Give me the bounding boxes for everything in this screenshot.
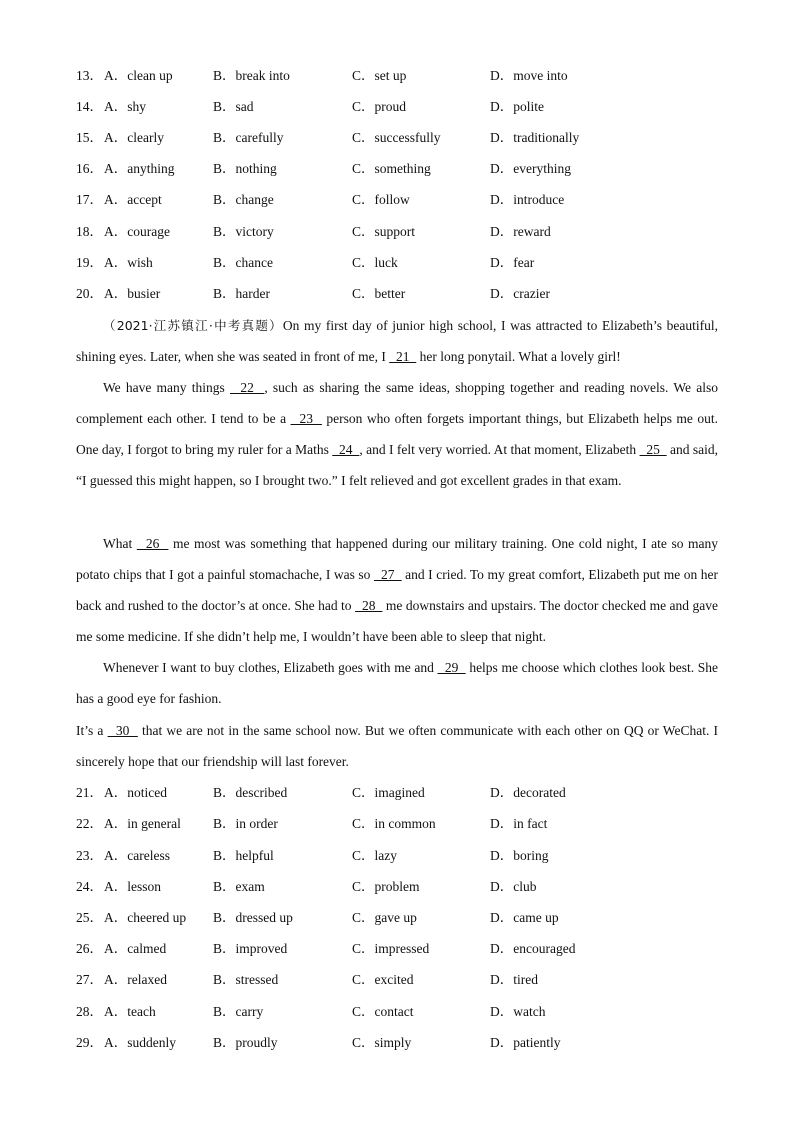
option-b: B．carefully bbox=[213, 130, 284, 145]
question-20-options bbox=[76, 284, 756, 304]
blank-27: 27 bbox=[373, 567, 402, 582]
question-28-options bbox=[76, 1002, 756, 1022]
question-number: 15． bbox=[76, 130, 103, 145]
passage-text: On my first day of junior high school, I was attracted to Elizabeth’s beautiful, shining eyes. Later, when she was seated in front of me, I bbox=[76, 318, 718, 364]
question-number: 13． bbox=[76, 68, 103, 83]
question-number: 16． bbox=[76, 161, 103, 176]
option-b: B．improved bbox=[213, 941, 288, 956]
option-a: A．suddenly bbox=[104, 1035, 176, 1050]
option-c: C．successfully bbox=[352, 130, 441, 145]
question-29-options bbox=[76, 1033, 756, 1053]
option-d: D．patiently bbox=[490, 1035, 561, 1050]
option-c: C．gave up bbox=[352, 910, 417, 925]
question-17-options bbox=[76, 190, 756, 210]
option-d: D．traditionally bbox=[490, 130, 580, 145]
option-c: C．lazy bbox=[352, 848, 397, 863]
option-c: C．luck bbox=[352, 255, 398, 270]
question-number: 25． bbox=[76, 910, 103, 925]
passage-text: and I cried. To my great comfort, Elizabeth put me on her back and rushed to the doctor’s at once. She had to bbox=[76, 567, 719, 613]
question-14-options bbox=[76, 97, 756, 117]
option-d: D．crazier bbox=[490, 286, 550, 301]
option-c: C．imagined bbox=[352, 785, 425, 800]
option-b: B．chance bbox=[213, 255, 273, 270]
option-a: A．busier bbox=[104, 286, 161, 301]
passage-paragraph-2 bbox=[76, 372, 718, 496]
passage-text: and said, “I guessed this might happen, so I brought two.” I felt relieved and got excellent grades in that exam. bbox=[76, 442, 719, 488]
question-number: 22． bbox=[76, 816, 103, 831]
blank-21: 21 bbox=[389, 349, 417, 364]
question-number: 21． bbox=[76, 785, 103, 800]
option-d: D．boring bbox=[490, 848, 549, 863]
option-c: C．simply bbox=[352, 1035, 412, 1050]
option-c: C．excited bbox=[352, 972, 414, 987]
question-number: 20． bbox=[76, 286, 103, 301]
option-a: A．teach bbox=[104, 1004, 156, 1019]
passage-paragraph-5 bbox=[76, 715, 718, 777]
option-c: C．follow bbox=[352, 192, 410, 207]
option-d: D．club bbox=[490, 879, 537, 894]
option-b: B．victory bbox=[213, 224, 274, 239]
question-number: 18． bbox=[76, 224, 103, 239]
option-c: C．impressed bbox=[352, 941, 430, 956]
question-27-options bbox=[76, 970, 756, 990]
question-18-options bbox=[76, 222, 756, 242]
option-a: A．cheered up bbox=[104, 910, 187, 925]
option-a: A．relaxed bbox=[104, 972, 167, 987]
option-d: D．decorated bbox=[490, 785, 566, 800]
passage-text: helps me choose which clothes look best. She has a good eye for fashion. bbox=[76, 660, 718, 706]
option-b: B．dressed up bbox=[213, 910, 293, 925]
blank-30: 30 bbox=[107, 723, 138, 738]
question-number: 24． bbox=[76, 879, 103, 894]
option-d: D．fear bbox=[490, 255, 535, 270]
question-24-options bbox=[76, 877, 756, 897]
option-c: C．support bbox=[352, 224, 416, 239]
option-b: B．sad bbox=[213, 99, 254, 114]
question-22-options bbox=[76, 814, 756, 834]
option-b: B．in order bbox=[213, 816, 278, 831]
option-b: B．stressed bbox=[213, 972, 279, 987]
option-a: A．anything bbox=[104, 161, 175, 176]
option-a: A．calmed bbox=[104, 941, 167, 956]
passage-paragraph-3 bbox=[76, 528, 718, 652]
question-number: 14． bbox=[76, 99, 103, 114]
passage-text: We have many things bbox=[103, 380, 230, 395]
blank-24: 24 bbox=[332, 442, 360, 457]
passage-text: It’s a bbox=[76, 723, 108, 738]
passage-paragraph-4 bbox=[76, 652, 718, 714]
option-a: A．clean up bbox=[104, 68, 173, 83]
option-d: D．encouraged bbox=[490, 941, 576, 956]
option-c: C．proud bbox=[352, 99, 406, 114]
option-c: C．contact bbox=[352, 1004, 414, 1019]
option-c: C．something bbox=[352, 161, 431, 176]
blank-28: 28 bbox=[355, 598, 383, 613]
option-b: B．described bbox=[213, 785, 288, 800]
option-b: B．helpful bbox=[213, 848, 274, 863]
option-a: A．noticed bbox=[104, 785, 167, 800]
option-d: D．reward bbox=[490, 224, 551, 239]
option-a: A．shy bbox=[104, 99, 147, 114]
blank-26: 26 bbox=[136, 536, 169, 551]
option-a: A．lesson bbox=[104, 879, 161, 894]
option-d: D．move into bbox=[490, 68, 568, 83]
passage-text: , such as sharing the same ideas, shopping together and reading novels. We also complement each other. I tend to be a bbox=[76, 380, 719, 426]
question-23-options bbox=[76, 846, 756, 866]
option-d: D．watch bbox=[490, 1004, 546, 1019]
blank-22: 22 bbox=[229, 380, 265, 395]
passage-text: person who often forgets important things, but Elizabeth helps me out. One day, I forgot to bring my ruler for a Maths bbox=[76, 411, 719, 457]
option-a: A．in general bbox=[104, 816, 181, 831]
option-c: C．problem bbox=[352, 879, 420, 894]
question-number: 17． bbox=[76, 192, 103, 207]
option-d: D．polite bbox=[490, 99, 544, 114]
passage-text: me downstairs and upstairs. The doctor checked me and gave me some medicine. If she didn’t help me, I wouldn’t have been able to sleep that night. bbox=[76, 598, 718, 644]
passage-paragraph-1 bbox=[76, 310, 718, 372]
question-16-options bbox=[76, 159, 756, 179]
question-25-options bbox=[76, 908, 756, 928]
question-number: 28． bbox=[76, 1004, 103, 1019]
option-c: C．in common bbox=[352, 816, 436, 831]
passage-text: her long ponytail. What a lovely girl! bbox=[416, 349, 621, 364]
blank-23: 23 bbox=[290, 411, 322, 426]
option-b: B．proudly bbox=[213, 1035, 278, 1050]
option-a: A．clearly bbox=[104, 130, 164, 145]
option-d: D．in fact bbox=[490, 816, 548, 831]
blank-25: 25 bbox=[639, 442, 667, 457]
question-number: 19． bbox=[76, 255, 103, 270]
question-13-options bbox=[76, 66, 756, 86]
passage-text: me most was something that happened during our military training. One cold night, I ate so many potato chips that I got a painful stomachache, I was so bbox=[76, 536, 718, 582]
option-d: D．everything bbox=[490, 161, 571, 176]
option-d: D．came up bbox=[490, 910, 559, 925]
option-a: A．wish bbox=[104, 255, 153, 270]
option-b: B．exam bbox=[213, 879, 265, 894]
blank-29: 29 bbox=[437, 660, 466, 675]
question-26-options bbox=[76, 939, 756, 959]
option-b: B．break into bbox=[213, 68, 290, 83]
passage-text: that we are not in the same school now. But we often communicate with each other on QQ or WeChat. I sincerely hope that our friendship will last forever. bbox=[76, 723, 718, 769]
option-b: B．change bbox=[213, 192, 274, 207]
option-c: C．set up bbox=[352, 68, 407, 83]
question-number: 27． bbox=[76, 972, 103, 987]
option-d: D．introduce bbox=[490, 192, 565, 207]
question-15-options bbox=[76, 128, 756, 148]
passage-text: What bbox=[103, 536, 137, 551]
passage-source: （2021·江苏镇江·中考真题） bbox=[103, 318, 283, 333]
question-21-options bbox=[76, 783, 756, 803]
option-b: B．nothing bbox=[213, 161, 277, 176]
question-number: 23． bbox=[76, 848, 103, 863]
question-number: 26． bbox=[76, 941, 103, 956]
question-19-options bbox=[76, 253, 756, 273]
passage-text: Whenever I want to buy clothes, Elizabeth goes with me and bbox=[103, 660, 438, 675]
option-a: A．accept bbox=[104, 192, 162, 207]
option-b: B．harder bbox=[213, 286, 270, 301]
option-b: B．carry bbox=[213, 1004, 264, 1019]
option-a: A．careless bbox=[104, 848, 170, 863]
option-a: A．courage bbox=[104, 224, 170, 239]
question-number: 29． bbox=[76, 1035, 103, 1050]
option-c: C．better bbox=[352, 286, 406, 301]
option-d: D．tired bbox=[490, 972, 538, 987]
passage-text: , and I felt very worried. At that moment, Elizabeth bbox=[359, 442, 640, 457]
